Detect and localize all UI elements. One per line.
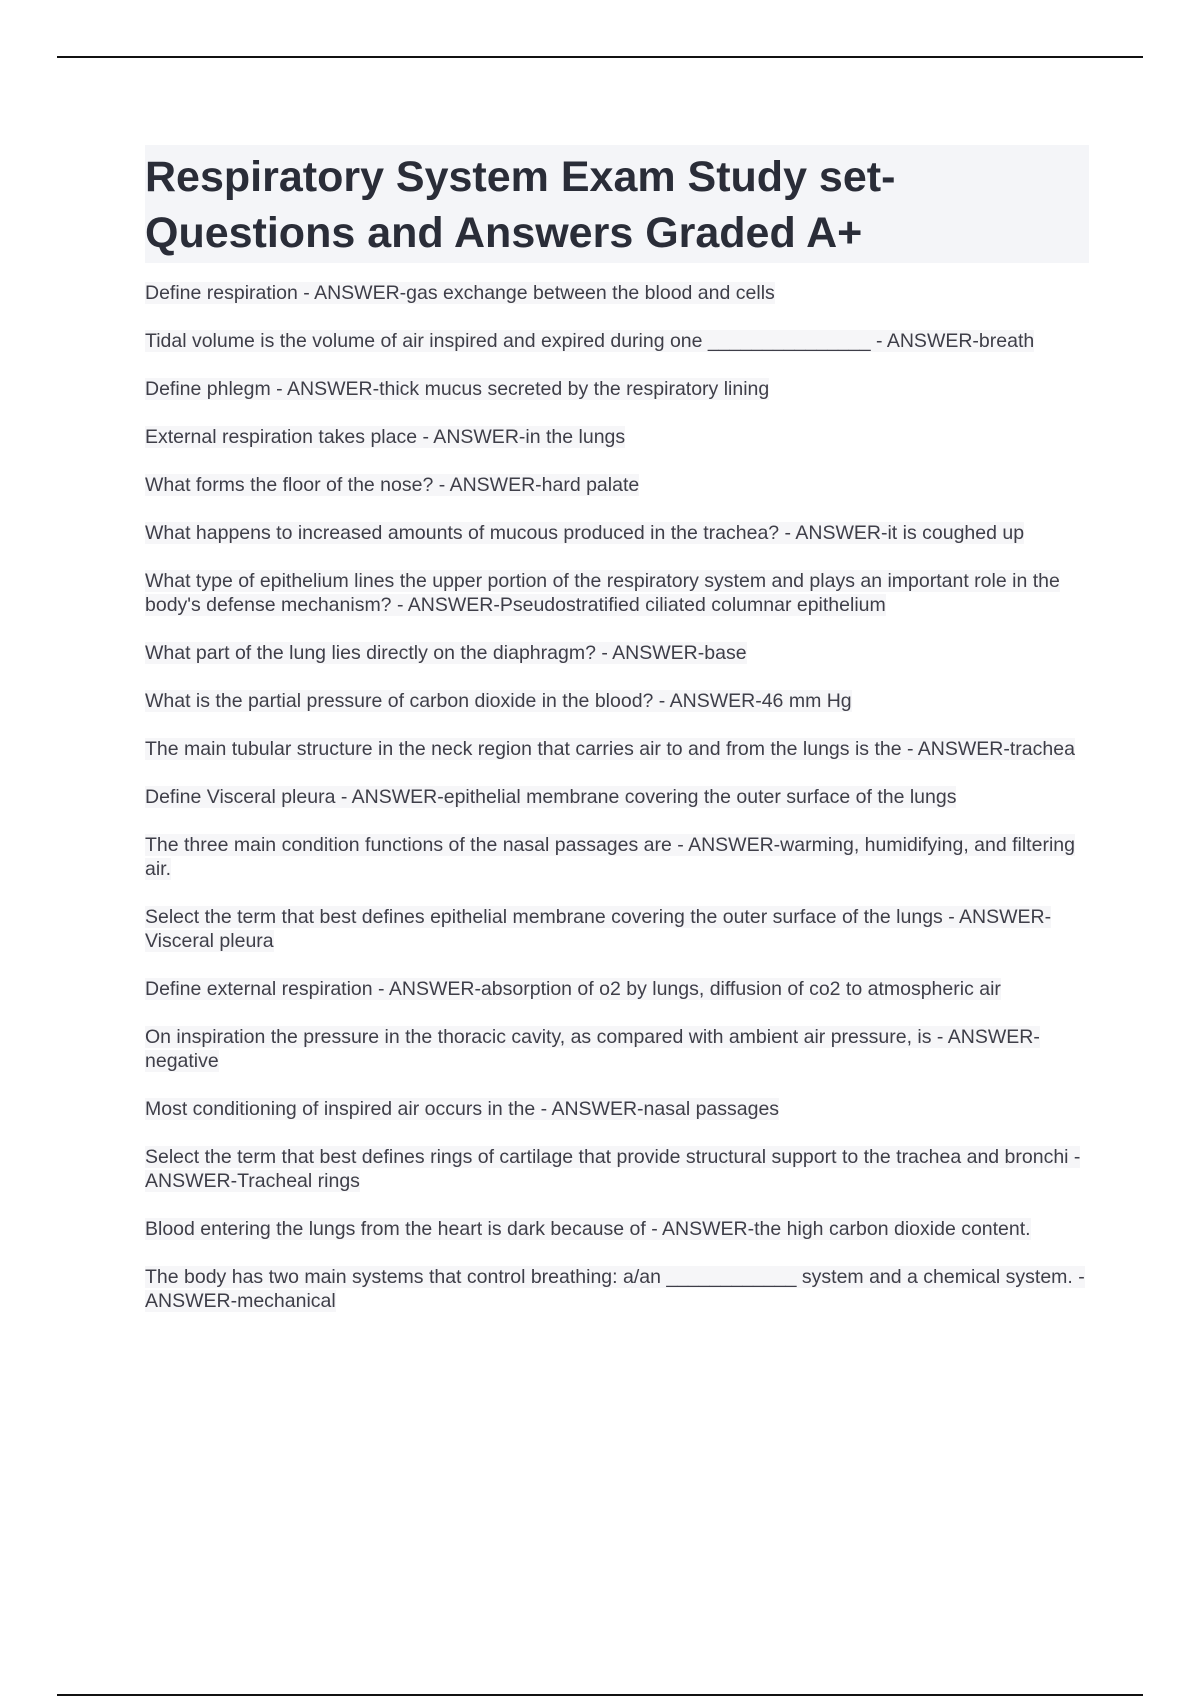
qa-item bbox=[145, 833, 1089, 881]
qa-text: The three main condition functions of the nasal passages are - ANSWER-warming, humidifying, and filtering air. bbox=[145, 834, 1075, 880]
qa-item bbox=[145, 785, 1089, 809]
bottom-rule bbox=[57, 1694, 1143, 1696]
title-box bbox=[145, 145, 1089, 263]
qa-item bbox=[145, 569, 1089, 617]
qa-item bbox=[145, 521, 1089, 545]
qa-text: What type of epithelium lines the upper portion of the respiratory system and plays an important role in the body's defense mechanism? - ANSWER-Pseudostratified ciliated columnar epithelium bbox=[145, 570, 1060, 616]
qa-item bbox=[145, 1025, 1089, 1073]
qa-item bbox=[145, 425, 1089, 449]
qa-text: What part of the lung lies directly on the diaphragm? - ANSWER-base bbox=[145, 642, 747, 664]
qa-text: Define external respiration - ANSWER-absorption of o2 by lungs, diffusion of co2 to atmospheric air bbox=[145, 978, 1001, 1000]
qa-item bbox=[145, 1265, 1089, 1313]
qa-list bbox=[145, 281, 1089, 1313]
qa-item bbox=[145, 1145, 1089, 1193]
qa-item bbox=[145, 689, 1089, 713]
qa-text: External respiration takes place - ANSWER-in the lungs bbox=[145, 426, 626, 448]
qa-text: Define respiration - ANSWER-gas exchange between the blood and cells bbox=[145, 282, 775, 304]
qa-item bbox=[145, 1217, 1089, 1241]
qa-text: What happens to increased amounts of mucous produced in the trachea? - ANSWER-it is coughed up bbox=[145, 522, 1025, 544]
qa-text: The body has two main systems that control breathing: a/an ____________ system and a chemical system. - ANSWER-mechanical bbox=[145, 1266, 1085, 1312]
qa-item bbox=[145, 329, 1089, 353]
qa-text: What is the partial pressure of carbon dioxide in the blood? - ANSWER-46 mm Hg bbox=[145, 690, 852, 712]
qa-text: On inspiration the pressure in the thoracic cavity, as compared with ambient air pressure, is - ANSWER-negative bbox=[145, 1026, 1040, 1072]
qa-text: Select the term that best defines rings of cartilage that provide structural support to the trachea and bronchi - ANSWER-Tracheal rings bbox=[145, 1146, 1081, 1192]
qa-item bbox=[145, 473, 1089, 497]
qa-item bbox=[145, 737, 1089, 761]
qa-text: Select the term that best defines epithelial membrane covering the outer surface of the lungs - ANSWER-Visceral pleura bbox=[145, 906, 1052, 952]
qa-item bbox=[145, 1097, 1089, 1121]
qa-text: What forms the floor of the nose? - ANSWER-hard palate bbox=[145, 474, 640, 496]
qa-text: Blood entering the lungs from the heart is dark because of - ANSWER-the high carbon dioxide content. bbox=[145, 1218, 1031, 1240]
qa-item bbox=[145, 281, 1089, 305]
qa-item bbox=[145, 977, 1089, 1001]
qa-text: Tidal volume is the volume of air inspired and expired during one _______________ - ANSWER-breath bbox=[145, 330, 1035, 352]
qa-text: Define phlegm - ANSWER-thick mucus secreted by the respiratory lining bbox=[145, 378, 770, 400]
qa-text: Most conditioning of inspired air occurs in the - ANSWER-nasal passages bbox=[145, 1098, 780, 1120]
top-rule bbox=[57, 56, 1143, 58]
page-title: Respiratory System Exam Study set- Questions and Answers Graded A+ bbox=[145, 153, 896, 257]
qa-text: The main tubular structure in the neck region that carries air to and from the lungs is the - ANSWER-trachea bbox=[145, 738, 1075, 760]
qa-item bbox=[145, 905, 1089, 953]
document-body bbox=[145, 145, 1089, 1337]
qa-text: Define Visceral pleura - ANSWER-epithelial membrane covering the outer surface of the lungs bbox=[145, 786, 957, 808]
qa-item bbox=[145, 641, 1089, 665]
qa-item bbox=[145, 377, 1089, 401]
